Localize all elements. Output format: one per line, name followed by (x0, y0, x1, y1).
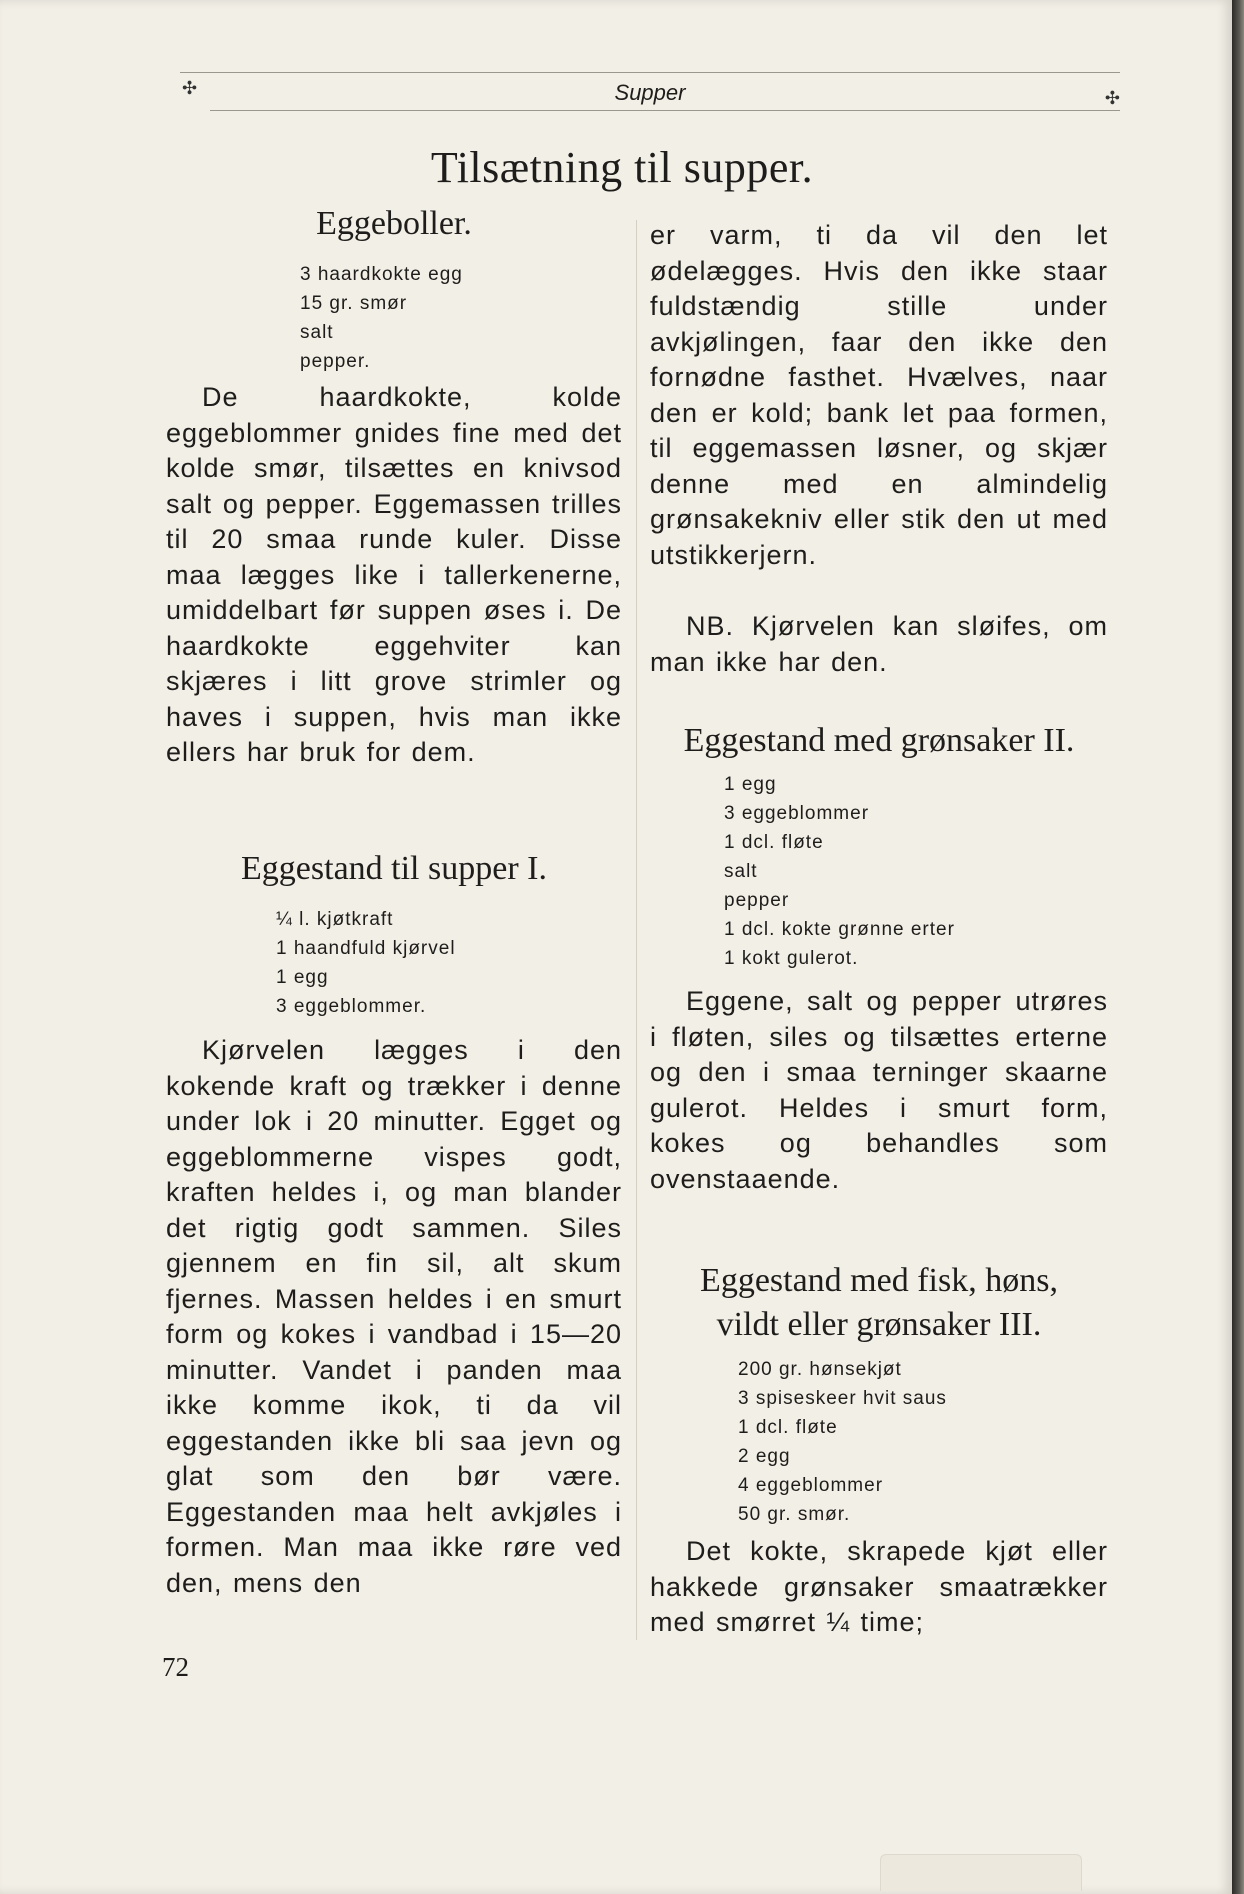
ingredient-list-eggestand-3 (738, 1355, 947, 1529)
recipe-note: NB. Kjørvelen kan sløifes, om man ikke har den. (650, 611, 1108, 677)
ingredient-item: 1 egg (724, 774, 777, 795)
page-tab-mark (880, 1854, 1082, 1891)
ornament-icon: ✣ (182, 78, 198, 98)
ingredient-list-eggestand-2 (724, 770, 955, 973)
ingredient-item: 1 egg (276, 967, 329, 988)
ingredient-item: pepper (724, 890, 790, 911)
ingredient-item: 1 dcl. fløte (724, 832, 824, 853)
recipe-text-eggestand-1: Kjørvelen lægges i den kokende kraft og trækker i denne under lok i 20 minutter. Egget og eggeblommerne vispes godt, kraften heldes i, og man blander det rigtig godt sammen. Siles gjennem en fin sil, alt skum fjernes. Massen heldes i en smurt form og kokes i vandbad i 15—20 minutter. Vandet i panden maa ikke komme ikok, ti da vil eggestanden ikke bli saa jevn og glat som den bør være. Eggestanden maa helt avkjøles i formen. Man maa ikke røre ved den, mens den (166, 1035, 622, 1598)
ingredient-item: 3 eggeblommer (724, 803, 870, 824)
ingredient-item: 50 gr. smør. (738, 1504, 851, 1525)
ingredient-item: salt (300, 322, 334, 343)
recipe-title-eggestand-3-line2: vildt eller grønsaker III. (716, 1306, 1042, 1343)
running-head-title: Supper (614, 80, 686, 105)
ingredient-item: salt (724, 861, 758, 882)
ingredient-item: 1 haandfuld kjørvel (276, 938, 456, 959)
ingredient-item: 2 egg (738, 1446, 791, 1467)
ingredient-item: 1 kokt gulerot. (724, 948, 859, 969)
ingredient-item: 4 eggeblommer (738, 1475, 884, 1496)
recipe-text-eggestand-3: Det kokte, skrapede kjøt eller hakkede grønsaker smaatrækker med smørret ¼ time; (650, 1536, 1108, 1637)
ingredient-item: 200 gr. hønsekjøt (738, 1359, 902, 1380)
ingredient-item: 1 dcl. fløte (738, 1417, 838, 1438)
book-spine-edge (1232, 0, 1244, 1894)
column-divider (636, 220, 637, 1640)
ingredient-item: 3 haardkokte egg (300, 264, 463, 285)
ingredient-list-eggestand-1 (276, 905, 456, 1021)
ingredient-item: pepper. (300, 351, 371, 372)
ingredient-item: 3 eggeblommer. (276, 996, 427, 1017)
recipe-title-eggeboller: Eggeboller. (316, 205, 472, 242)
ingredient-list-eggeboller (300, 260, 463, 376)
header-rule-top (180, 72, 1120, 73)
ingredient-item: 1 dcl. kokte grønne erter (724, 919, 955, 940)
recipe-text-eggestand-2: Eggene, salt og pepper utrøres i fløten, siles og tilsættes erterne og den i smaa terninger skaarne gulerot. Heldes i smurt form, kokes og behandles som ovenstaaende. (650, 986, 1108, 1194)
recipe-title-eggestand-3-line1: Eggestand med fisk, høns, (700, 1262, 1058, 1299)
chapter-title: Tilsætning til supper. (430, 143, 814, 192)
ingredient-item: 3 spiseskeer hvit saus (738, 1388, 947, 1409)
ingredient-item: ¼ l. kjøtkraft (276, 909, 394, 930)
page-number: 72 (162, 1652, 189, 1682)
running-head (180, 72, 1120, 112)
ornament-icon: ✣ (1104, 88, 1120, 108)
recipe-text-eggeboller: De haardkokte, kolde eggeblommer gnides fine med det kolde smør, tilsættes en knivsod salt og pepper. Eggemassen trilles til 20 smaa runde kuler. Disse maa lægges like i tallerkenerne, umiddelbart før suppen øses i. De haardkokte eggehviter kan skjæres i litt grove strimler og haves i suppen, hvis man ikke ellers har bruk for dem. (166, 382, 622, 767)
recipe-title-eggestand-2: Eggestand med grønsaker II. (683, 722, 1075, 759)
header-rule-bottom (210, 110, 1120, 111)
ingredient-item: 15 gr. smør (300, 293, 408, 314)
recipe-title-eggestand-1: Eggestand til supper I. (241, 850, 547, 887)
recipe-text-continuation: er varm, ti da vil den let ødelægges. Hvis den ikke staar fuldstændig stille under avkjølingen, faar den ikke den fornødne fasthet. Hvælves, naar den er kold; bank let paa formen, til eggemassen løsner, og skjær denne med en almindelig grønsakekniv eller stik den ut med utstikkerjern. (650, 220, 1108, 570)
